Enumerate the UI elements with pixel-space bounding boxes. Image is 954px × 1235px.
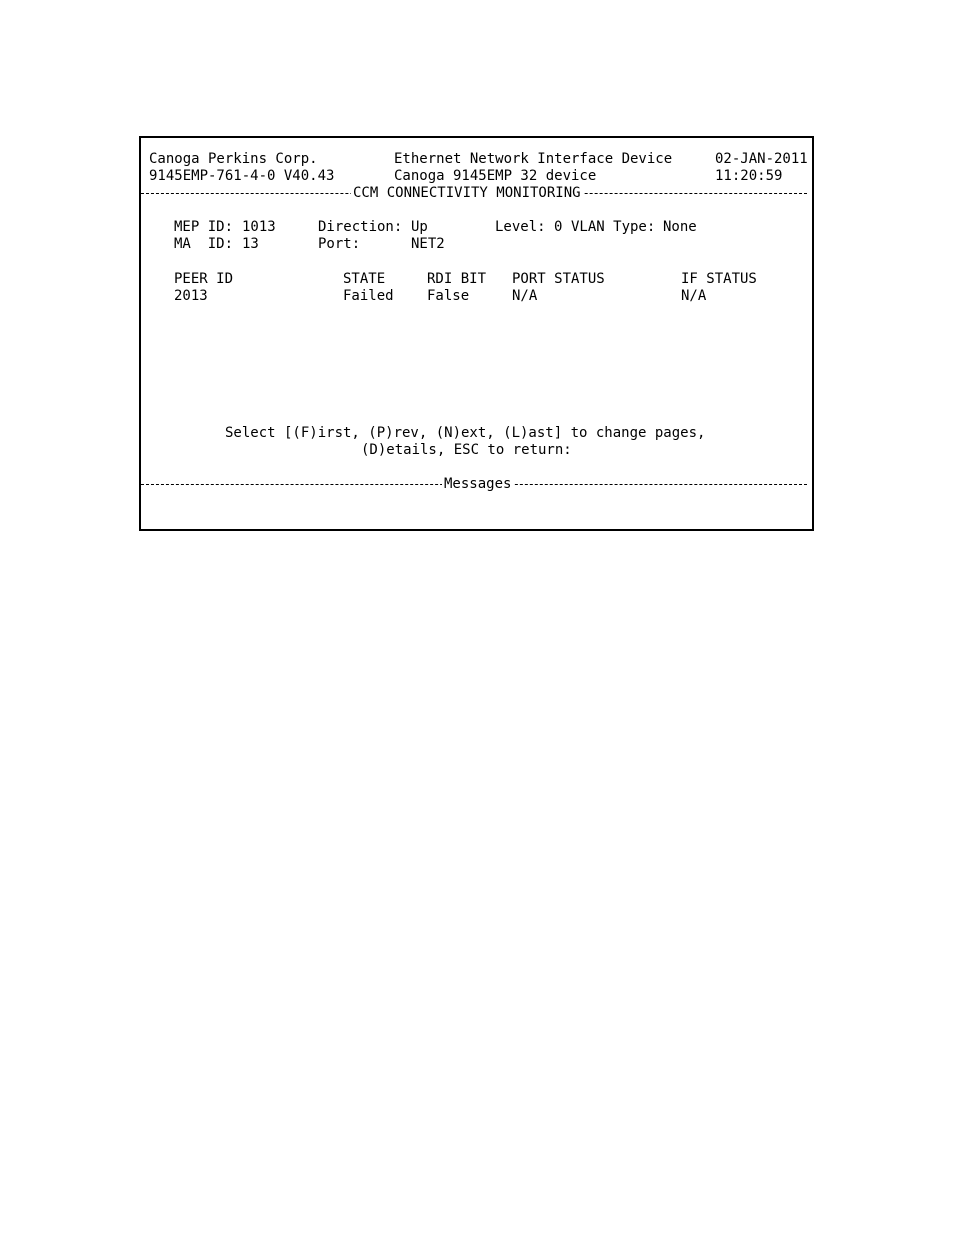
ma-id-value: 13 <box>242 236 259 252</box>
vlan-type-value: None <box>663 219 697 235</box>
product-name: Ethernet Network Interface Device <box>394 151 673 167</box>
company-name: Canoga Perkins Corp. <box>149 151 318 167</box>
port-label: Port: <box>318 236 361 252</box>
direction-value: Up <box>411 219 428 235</box>
col-header-state: STATE <box>343 271 386 287</box>
col-header-peer-id: PEER ID <box>174 271 234 287</box>
table-cell-state: Failed <box>343 288 394 304</box>
messages-area <box>149 496 799 522</box>
col-header-port-status: PORT STATUS <box>512 271 605 287</box>
terminal-screen <box>139 136 814 531</box>
table-cell-peer-id[interactable]: 2013 <box>174 288 208 304</box>
vlan-type-label: VLAN Type: <box>571 219 656 235</box>
navigation-prompt-line2[interactable]: (D)etails, ESC to return: <box>361 442 572 458</box>
direction-label: Direction: <box>318 219 403 235</box>
level-value: 0 <box>554 219 563 235</box>
messages-title: Messages <box>444 476 512 492</box>
date-display: 02-JAN-2011 <box>715 151 808 167</box>
firmware-version: 9145EMP-761-4-0 V40.43 <box>149 168 335 184</box>
col-header-rdi-bit: RDI BIT <box>427 271 487 287</box>
table-cell-if-status: N/A <box>681 288 707 304</box>
time-display: 11:20:59 <box>715 168 783 184</box>
navigation-prompt-line1[interactable]: Select [(F)irst, (P)rev, (N)ext, (L)ast] to change pages, <box>225 425 706 441</box>
table-cell-port-status: N/A <box>512 288 538 304</box>
col-header-if-status: IF STATUS <box>681 271 757 287</box>
level-label: Level: <box>495 219 546 235</box>
device-name: Canoga 9145EMP 32 device <box>394 168 597 184</box>
ma-id-label: MA ID: <box>174 236 234 252</box>
title-separator <box>141 185 812 202</box>
mep-id-value: 1013 <box>242 219 276 235</box>
screen-title: CCM CONNECTIVITY MONITORING <box>353 185 581 201</box>
mep-id-label: MEP ID: <box>174 219 234 235</box>
port-value: NET2 <box>411 236 445 252</box>
messages-separator <box>141 476 812 493</box>
table-cell-rdi-bit: False <box>427 288 470 304</box>
